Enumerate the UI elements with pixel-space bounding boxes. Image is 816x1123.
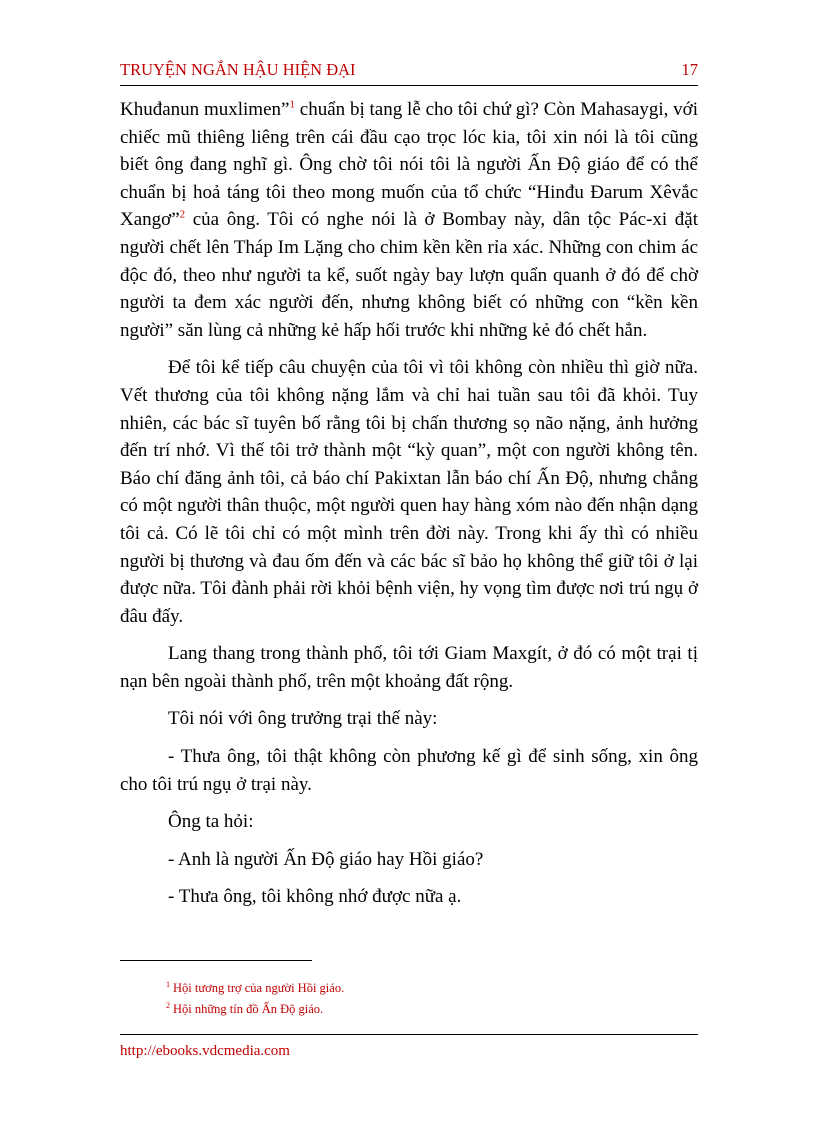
page-number: 17: [681, 60, 698, 79]
paragraph-3: Lang thang trong thành phố, tôi tới Giam Maxgít, ở đó có một trại tị nạn bên ngoài thành phố, trên một khoảng đất rộng.: [120, 643, 698, 692]
paragraph-2: Để tôi kể tiếp câu chuyện của tôi vì tôi không còn nhiều thì giờ nữa. Vết thương của tôi không nặng lắm và chỉ hai tuần sau tôi đã khỏi. Tuy nhiên, các bác sĩ tuyên bố rằng tôi bị chấn thương sọ não nặng, ảnh hưởng đến trí nhớ. Vì thế tôi trở thành một “kỳ quan”, một con người không tên. Báo chí đăng ảnh tôi, cả báo chí Pakixtan lẫn báo chí Ấn Độ, nhưng chẳng có một người thân thuộc, một người quen hay hàng xóm nào đến nhận dạng tôi cả. Có lẽ tôi chỉ có một mình trên đời này. Trong khi ấy thì có nhiều người bị thương và đau ốm đến và các bác sĩ bảo họ không thể giữ tôi ở lại được nữa. Tôi đành phải rời khỏi bệnh viện, hy vọng tìm được nơi trú ngụ ở đâu đấy.: [120, 357, 698, 627]
book-title: TRUYỆN NGẮN HẬU HIỆN ĐẠI: [120, 60, 356, 79]
page-body: [120, 96, 698, 921]
paragraph-1: [120, 96, 698, 344]
footnote-mark-1: 1: [166, 979, 170, 989]
footnote-text-1: Hội tương trợ của người Hồi giáo.: [173, 981, 345, 995]
footer-divider: [120, 1034, 698, 1035]
footnote-2: [166, 999, 344, 1020]
paragraph-1-text-b: chuẩn bị tang lễ cho tôi chứ gì? Còn Mahasaygi, với chiếc mũ thiêng liêng trên cái đầu cạo trọc lóc kia, tôi xin nói là tôi cũng biết ông đang nghĩ gì. Ông chờ tôi nói tôi là người Ấn Độ giáo để có thể chuẩn bị hoả táng tôi theo mong muốn của tổ chức “Hinđu Đarum Xêvắc Xangơ”: [120, 99, 698, 231]
paragraph-4: Tôi nói với ông trưởng trại thế này:: [168, 708, 438, 730]
footnote-ref-2[interactable]: 2: [179, 209, 186, 222]
footnotes: [166, 978, 344, 1020]
footnote-1: [166, 978, 344, 999]
footnote-text-2: Hội những tín đồ Ấn Độ giáo.: [173, 1002, 324, 1016]
footnote-ref-1[interactable]: 1: [289, 98, 295, 111]
paragraph-8: - Thưa ông, tôi không nhớ được nữa ạ.: [168, 886, 462, 908]
paragraph-7: - Anh là người Ấn Độ giáo hay Hồi giáo?: [168, 848, 484, 870]
header-divider: [120, 85, 698, 86]
footer-link[interactable]: http://ebooks.vdcmedia.com: [120, 1043, 290, 1059]
footnote-divider: [120, 960, 312, 961]
paragraph-5: - Thưa ông, tôi thật không còn phương kế gì để sinh sống, xin ông cho tôi trú ngụ ở trại này.: [120, 746, 698, 795]
paragraph-6: Ông ta hỏi:: [168, 811, 254, 833]
footnote-mark-2: 2: [166, 1000, 170, 1010]
paragraph-1-text-c: của ông. Tôi có nghe nói là ở Bombay này, dân tộc Pác-xi đặt người chết lên Tháp Im Lặng cho chim kền kền rỉa xác. Những con chim ác độc đó, theo như người ta kể, suốt ngày bay lượn quẩn quanh ở đó để chờ người ta đem xác người đến, nhưng không biết có những con “kền kền người” săn lùng cả những kẻ hấp hối trước khi những kẻ đó chết hẳn.: [120, 209, 698, 341]
running-header: [120, 60, 698, 80]
paragraph-1-text-a: Khuđanun muxlimen”: [120, 99, 290, 120]
